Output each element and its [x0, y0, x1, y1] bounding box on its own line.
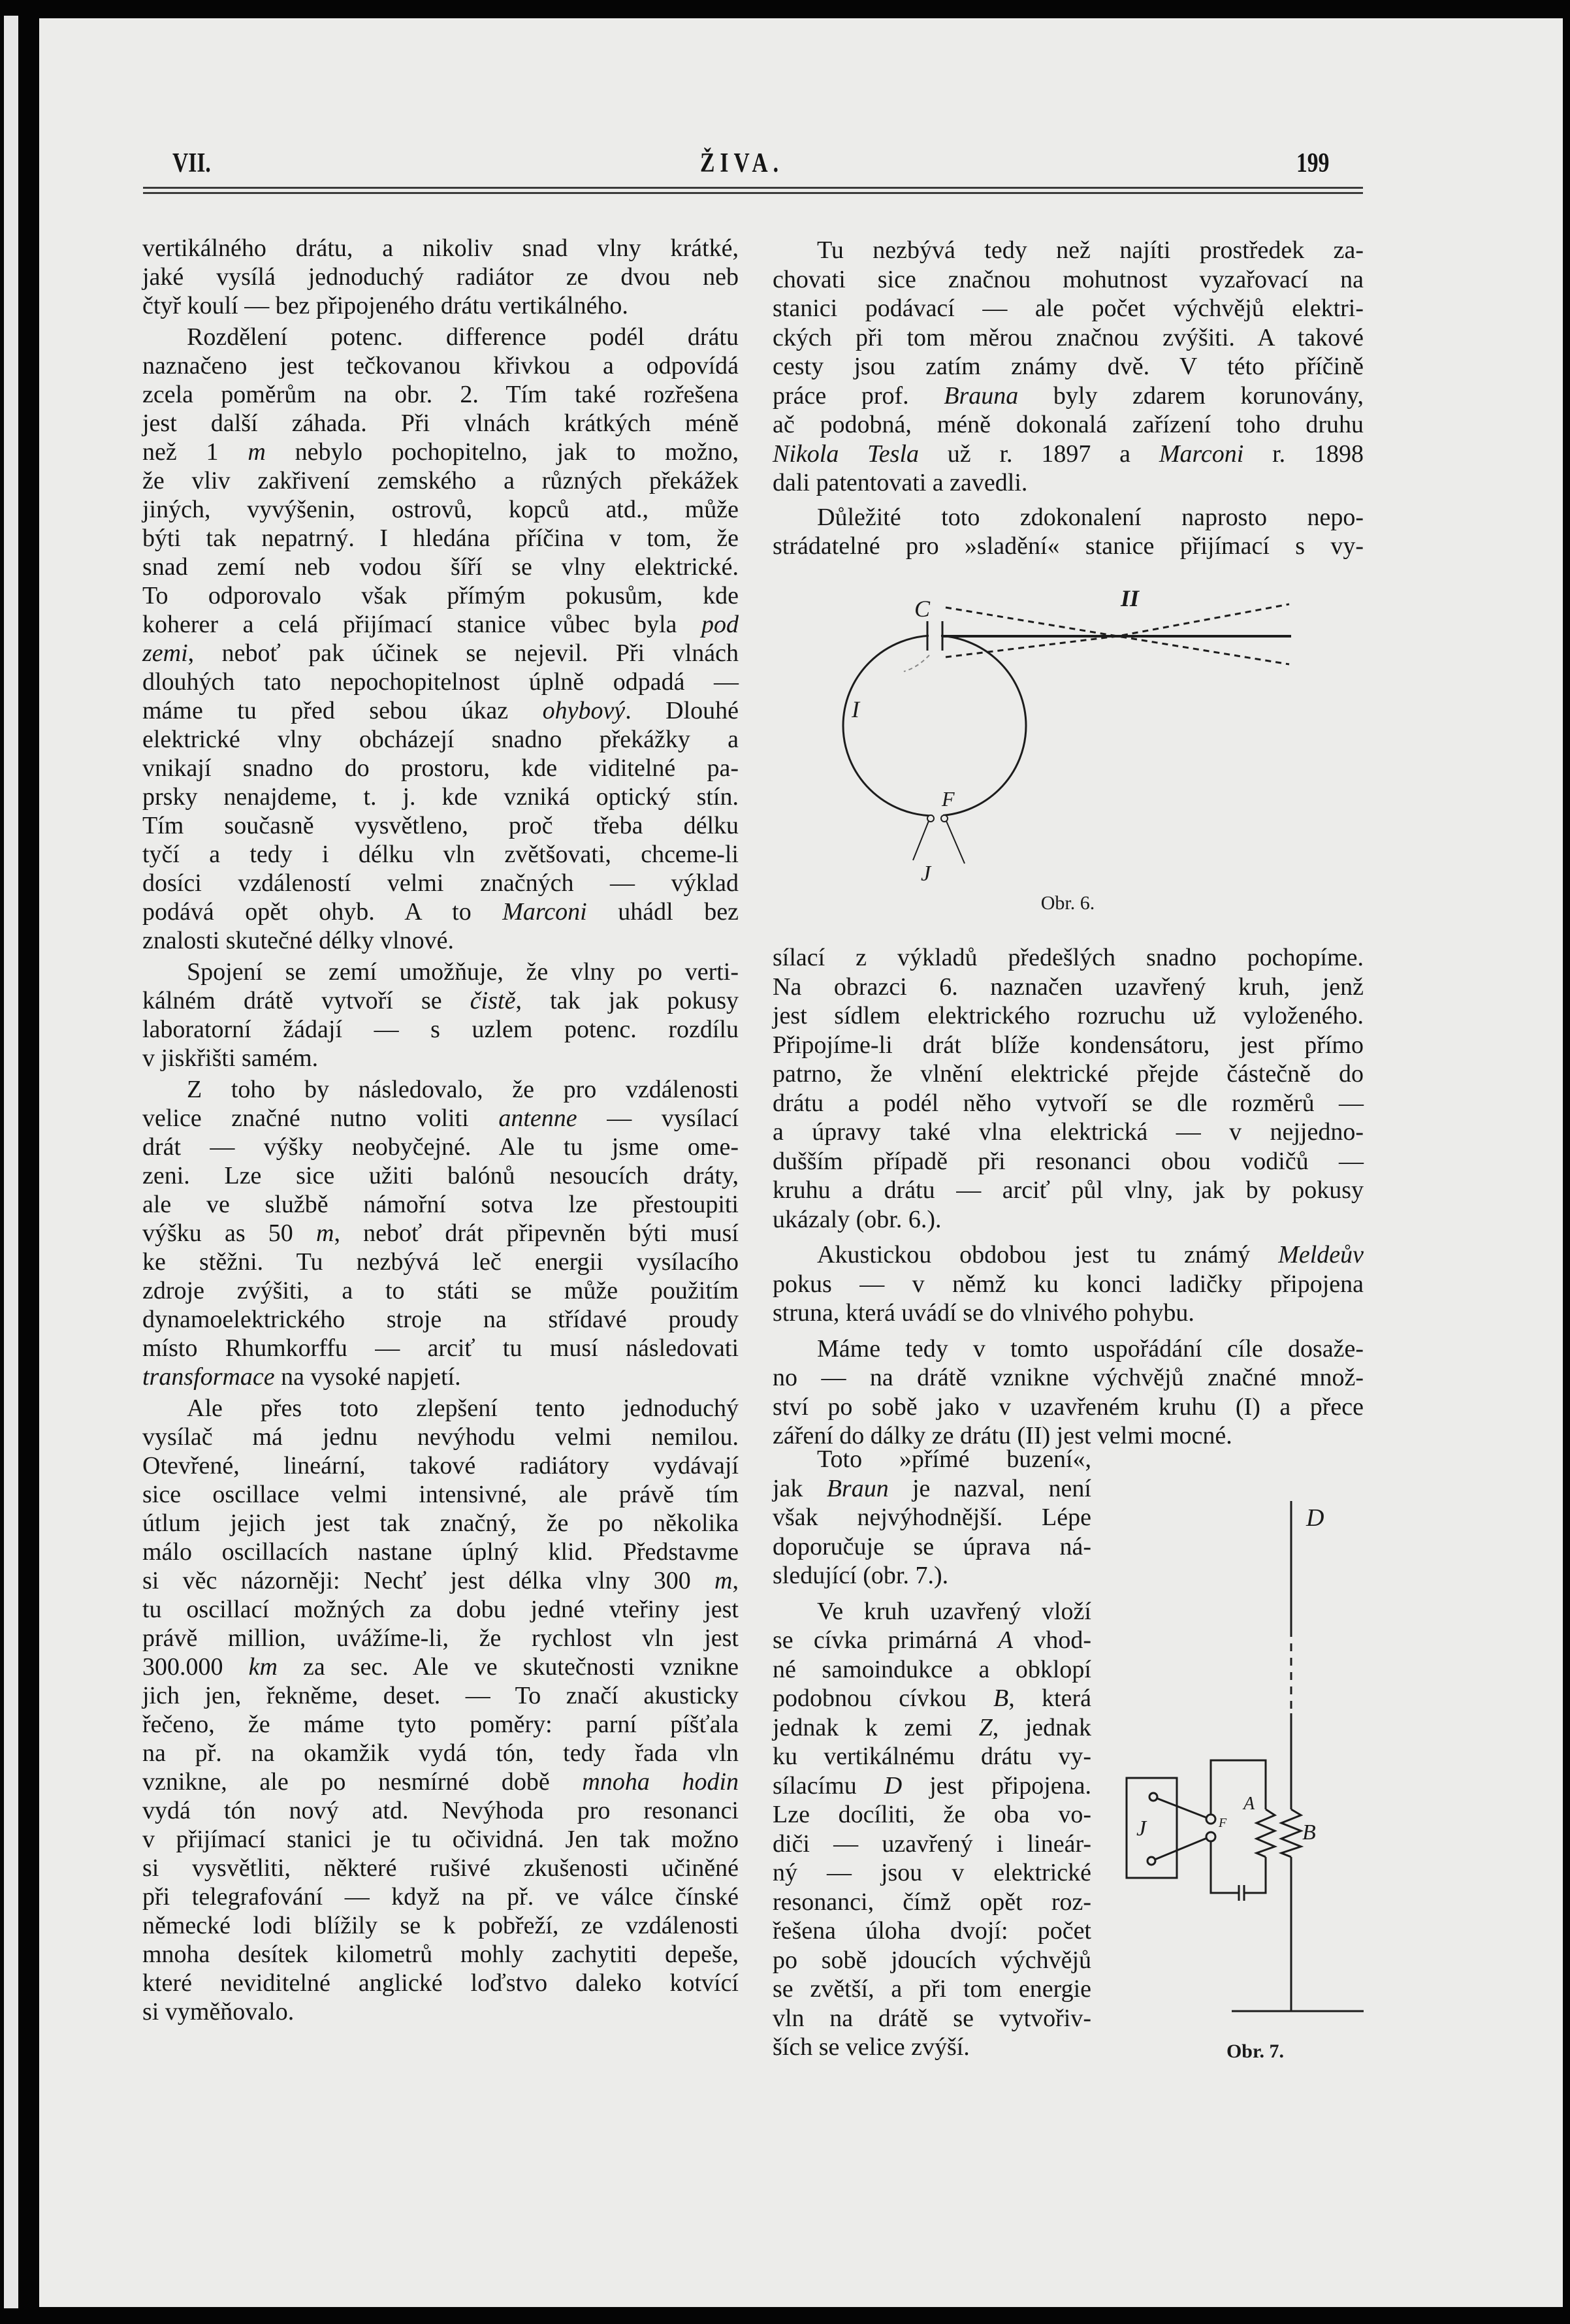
italic-run: zemi — [142, 639, 188, 667]
italic-run: Marconi — [502, 898, 587, 926]
text-run: jednak k zemi — [773, 1713, 979, 1741]
text-run: doporučuje se úprava ná- — [773, 1532, 1091, 1560]
text-run: Spojení se zemí umožňuje, že vlny po verti- — [187, 958, 739, 986]
italic-run: km — [248, 1653, 278, 1681]
fig7-label-a: A — [1243, 1794, 1255, 1814]
text-run: Připojíme-li drát blíže kondensátoru, jest přímo — [773, 1031, 1364, 1059]
text-run: kálném drátě vytvoří se — [142, 987, 470, 1014]
italic-run: Nikola Tesla — [773, 440, 919, 468]
page-number: 199 — [1296, 148, 1330, 178]
text-run: vydá tón nový atd. Nevýhoda pro resonanci — [142, 1797, 739, 1824]
text-run: ckých při tom měrou značnou zvýšiti. A takové — [773, 323, 1364, 351]
text-run: podává opět ohyb. A to — [142, 898, 503, 926]
figure-6-caption: Obr. 6. — [1040, 892, 1095, 914]
text-run: které neviditelné anglické loďstvo daleko kotvící — [142, 1969, 739, 1997]
fig6-label-c: C — [914, 596, 931, 622]
figure-7-diagram — [1127, 1501, 1364, 2011]
text-run: sílacímu — [773, 1771, 884, 1799]
text-run: jak — [773, 1474, 827, 1502]
text-run: 300.000 — [142, 1653, 249, 1681]
text-run: výšku as 50 — [142, 1219, 316, 1247]
text-run: Tu nezbývá tedy než najíti prostředek za- — [817, 236, 1364, 264]
text-run: však nejvýhodnější. Lépe — [773, 1504, 1091, 1531]
text-run: , — [732, 1567, 739, 1594]
text-run: a úpravy také vlna elektrická — v nejjedno- — [773, 1118, 1364, 1146]
italic-run: pod — [701, 611, 739, 638]
text-run: , tak jak pokusy — [515, 987, 739, 1014]
fig7-label-f: F — [1219, 1816, 1227, 1830]
text-run: Ale přes toto zlepšení tento jednoduchý — [187, 1395, 739, 1422]
italic-run: Brauna — [944, 381, 1019, 410]
text-run: ač podobná, méně dokonalá zařízení toho druhu — [773, 411, 1364, 438]
text-run: Z toho by následovalo, že pro vzdálenosti — [187, 1076, 739, 1103]
text-run: Tím současně vysvětleno, proč třeba délku — [142, 812, 739, 839]
text-run: právě million, uvážíme-li, že rychlost vln jest — [142, 1624, 739, 1652]
text-run: stanici podávací — ale počet výchvějů elektri- — [773, 295, 1364, 322]
text-run: ukázaly (obr. 6.). — [773, 1205, 942, 1233]
italic-run: m — [315, 1219, 334, 1247]
text-run: resonanci, čímž opět roz- — [773, 1888, 1091, 1916]
text-run: podobnou cívkou — [773, 1685, 994, 1712]
text-run: máme tu před sebou úkaz — [142, 697, 543, 724]
italic-run: m — [714, 1567, 733, 1594]
text-run: je nazval, není — [888, 1474, 1091, 1502]
text-run: čtyř koulí — bez připojeného drátu vertikálného. — [142, 292, 628, 319]
text-run: jest další záhada. Při vlnách krátkých méně — [142, 410, 739, 437]
italic-run: A — [997, 1626, 1014, 1654]
closed-circuit-loop — [843, 636, 1026, 816]
text-run: sice oscillace velmi intensivné, ale právě tím — [142, 1481, 739, 1508]
text-run: ný — jsou v elektrické — [773, 1859, 1091, 1886]
text-run: znalosti skutečné délky vlnové. — [142, 927, 454, 954]
fig7-label-j: J — [1136, 1816, 1147, 1841]
text-run: cesty jsou zatím známy dvě. V této příčině — [773, 353, 1364, 380]
fig6-label-f: F — [942, 787, 955, 811]
primary-circuit — [1244, 1857, 1266, 1893]
lead-wire — [1157, 1798, 1207, 1818]
text-run: patrno, že vlnění elektrické přejde částečně do — [773, 1060, 1364, 1088]
journal-title: ŽIVA. — [700, 148, 784, 178]
text-run: Otevřené, lineární, takové radiátory vydávají — [142, 1452, 739, 1479]
text-run: dynamoelektrického stroje na střídavé proudy — [142, 1306, 739, 1333]
text-run: naznačeno jest tečkovanou křivkou a odpovídá — [142, 352, 739, 379]
text-run: byly zdarem korunovány, — [1018, 381, 1364, 410]
text-run: si vysvětliti, některé rušivé zkušenosti učiněné — [142, 1854, 739, 1882]
text-run: no — na drátě vznikne výchvějů značné množ- — [773, 1364, 1364, 1391]
text-run: dali patentovati a zavedli. — [773, 469, 1028, 496]
text-run: To odporovalo však přímým pokusům, kde — [142, 582, 739, 609]
text-run: ku vertikálnému drátu vy- — [773, 1743, 1091, 1770]
potential-curve-dotted — [946, 604, 1289, 657]
text-run: jest připojena. — [902, 1771, 1091, 1799]
condenser-gap — [929, 627, 941, 647]
inductor-terminal — [1147, 1857, 1155, 1865]
lead-wire — [1155, 1838, 1207, 1860]
italic-run: Meldeův — [1278, 1241, 1364, 1268]
fig7-label-d: D — [1306, 1504, 1324, 1532]
italic-run: Marconi — [1159, 440, 1244, 468]
text-run: za sec. Ale ve skutečnosti vznikne — [277, 1653, 739, 1681]
text-run: Ve kruh uzavřený vloží — [817, 1597, 1091, 1625]
text-run: sledující (obr. 7.). — [773, 1562, 949, 1589]
text-run: mnoha desítek kilometrů mohly zachytiti depeše, — [142, 1941, 739, 1968]
spark-ball — [941, 815, 948, 822]
text-run: málo oscillacích nastane úplný klid. Představme — [142, 1538, 739, 1566]
text-run: snad zemí neb vodou šíří se vlny elektrické. — [142, 553, 739, 581]
text-run: při telegrafování — když na př. ve válce čínské — [142, 1883, 739, 1911]
text-run: diči — uzavřený i lineár- — [773, 1830, 1091, 1858]
text-run: útlum jejich jest tak značný, že po několika — [142, 1509, 739, 1537]
text-run: Akustickou obdobou jest tu známý — [817, 1241, 1279, 1268]
text-run: ství po sobě jako v uzavřeném kruhu (I) a přece — [773, 1393, 1364, 1421]
spark-ball — [1206, 1832, 1215, 1841]
text-run: laboratorní žádají — s uzlem potenc. rozdílu — [142, 1016, 739, 1043]
text-run: pokus — v němž ku konci ladičky připojena — [773, 1270, 1364, 1298]
text-run: jiných, vyvýšenin, ostrovů, kopců atd., může — [142, 496, 739, 523]
text-run: dosíci vzdáleností velmi značných — výklad — [142, 869, 739, 897]
secondary-coil-zigzag — [1281, 1809, 1301, 1857]
spark-ball — [1206, 1815, 1215, 1824]
text-run: chovati sice značnou mohutnost vyzařovací na — [773, 265, 1364, 293]
text-run: se cívka primárná — [773, 1626, 998, 1654]
text-run: sílací z výkladů předešlých snadno pochopíme. — [773, 944, 1364, 971]
primary-coil-zigzag — [1257, 1809, 1275, 1857]
text-run: v přijímací stanici je tu očividná. Jen tak možno — [142, 1826, 739, 1853]
text-run: , neboť drát připevněn býti musí — [334, 1219, 739, 1247]
text-run: se zvětší, a při tom energie — [773, 1975, 1091, 2003]
italic-run: ohybový — [542, 697, 626, 724]
text-run: zeni. Lze sice užiti balónů nesoucích dráty, — [142, 1162, 739, 1189]
text-run: vln na drátě se vytvořiv- — [773, 2004, 1091, 2032]
text-run: vertikálného drátu, a nikoliv snad vlny krátké, — [142, 234, 739, 262]
text-run: koherer a celá přijímací stanice vůbec byla — [142, 611, 701, 638]
text-run: jich jen, řekněme, deset. — To značí akusticky — [142, 1682, 739, 1709]
text-run: tu oscillací možných za dobu jedné vteřiny jest — [142, 1596, 739, 1623]
text-run: než 1 — [142, 438, 248, 466]
fig6-label-i: I — [852, 696, 859, 722]
text-run: ale ve službě námořní sotva lze přestoupiti — [142, 1191, 739, 1218]
inductor-lead — [946, 821, 965, 863]
italic-run: D — [884, 1771, 903, 1799]
text-run: Důležité toto zdokonalení naprosto nepo- — [817, 503, 1364, 531]
text-run: tyčí a tedy i délku vln zvětšovati, chceme-li — [142, 841, 739, 868]
text-run: dušším případě při resonanci obou vodičů — — [773, 1147, 1364, 1175]
text-run: vysílač má jednu nevýhodu velmi nemilou. — [142, 1423, 739, 1451]
italic-run: Braun — [826, 1474, 889, 1502]
text-run: Na obrazci 6. naznačen uzavřený kruh, jenž — [773, 973, 1364, 1001]
text-run: elektrické vlny obcházejí snadno překážky a — [142, 726, 739, 753]
text-run: vznikne, ale po nesmírné době — [142, 1768, 583, 1796]
text-run: dlouhých tato nepochopitelnost úplně odpadá — — [142, 668, 739, 696]
italic-run: čistě — [470, 987, 516, 1014]
text-run: řešena úloha dvojí: počet — [773, 1917, 1091, 1945]
text-run: jest sídlem elektrického rozruchu už vyloženého. — [773, 1002, 1364, 1029]
text-run: né samoindukce a obklopí — [773, 1655, 1091, 1683]
figure-6-diagram — [843, 604, 1291, 863]
text-run: na př. na okamžik vydá tón, tedy řada vln — [142, 1739, 739, 1767]
text-run: , neboť pak účinek se nejevil. Při vlnách — [187, 639, 739, 667]
text-run: zdroje zvýšiti, a to státi se může použitím — [142, 1277, 739, 1304]
text-run: vnikají snadno do prostoru, kde viditelné pa- — [142, 754, 739, 782]
text-run: strádatelné pro »sladění« stanice přijímací s vy- — [773, 532, 1364, 560]
text-run: uhádl bez — [586, 898, 739, 926]
text-run: Rozdělení potenc. difference podél drátu — [187, 323, 739, 351]
text-run: zcela poměrům na obr. 2. Tím také rozřešena — [142, 381, 739, 408]
text-run: struna, která uvádí se do vlnivého pohybu. — [773, 1299, 1194, 1327]
text-run: že vliv zakřivení zemského a různých překážek — [142, 467, 739, 494]
text-run: na vysoké napjetí. — [274, 1363, 461, 1391]
inductor-lead — [913, 821, 929, 860]
text-run: si věc názorněji: Nechť jest délka vlny 300 — [142, 1567, 715, 1594]
text-run: ke stěžni. Tu nezbývá leč energii vysílacího — [142, 1248, 739, 1276]
text-run: si vyměňovalo. — [142, 1998, 295, 2025]
italic-run: m — [248, 438, 266, 466]
text-run: německé lodi blížily se k pobřeží, ze vzdálenosti — [142, 1912, 739, 1939]
italic-run: B — [993, 1685, 1009, 1712]
text-run: po sobě jdoucích výchvějů — [773, 1946, 1091, 1974]
text-run: v jiskřišti samém. — [142, 1044, 319, 1072]
primary-circuit — [1211, 1760, 1266, 1815]
text-run: řečeno, že máme tyto poměry: parní píšťala — [142, 1711, 739, 1738]
text-run: kruhu a drátu — arciť půl vlny, jak by pokusy — [773, 1176, 1364, 1204]
text-run: Máme tedy v tomto uspořádání cíle dosaže- — [817, 1334, 1364, 1363]
volume-number: VII. — [172, 148, 211, 178]
italic-run: mnoha hodin — [582, 1768, 739, 1796]
figure-7-caption: Obr. 7. — [1226, 2041, 1285, 2062]
text-run: práce prof. — [773, 381, 944, 410]
text-run: ších se velice zvýší. — [773, 2033, 970, 2061]
text-run: drát — výšky neobyčejné. Ale tu jsme ome- — [142, 1133, 739, 1161]
text-run: už r. 1897 a — [919, 440, 1159, 468]
text-run: — vysílací — [577, 1105, 739, 1132]
fig6-label-j: J — [921, 862, 931, 886]
text-run: r. 1898 — [1243, 440, 1364, 468]
text-run: místo Rhumkorffu — arciť tu musí následovati — [142, 1334, 739, 1362]
dotted-arc — [904, 655, 929, 671]
primary-circuit — [1211, 1841, 1239, 1893]
italic-run: transformace — [142, 1363, 275, 1391]
text-run: , která — [1008, 1685, 1091, 1712]
italic-run: antenne — [498, 1105, 577, 1132]
text-run: velice značné nutno voliti — [142, 1105, 499, 1132]
text-run: jaké vysílá jednoduchý radiátor ze dvou neb — [142, 263, 739, 291]
italic-run: Z — [978, 1713, 993, 1741]
text-run: nebylo pochopitelno, jak to možno, — [265, 438, 739, 466]
inductor-terminal — [1149, 1793, 1157, 1801]
text-run: prsky nenajdeme, t. j. kde vzniká optický stín. — [142, 783, 739, 811]
spark-ball — [927, 815, 934, 822]
fig6-label-ii: II — [1121, 585, 1140, 611]
fig7-label-b: B — [1302, 1820, 1316, 1845]
text-run: Toto »přímé buzení«, — [817, 1445, 1091, 1473]
text-run: záření do dálky ze drátu (II) jest velmi mocné. — [773, 1422, 1232, 1449]
text-run: Lze docíliti, že oba vo- — [773, 1801, 1091, 1828]
text-run: , jednak — [992, 1713, 1092, 1741]
text-run: drátu a podél něho vytvoří se dle rozměrů — — [773, 1089, 1364, 1117]
text-run: . Dlouhé — [625, 697, 739, 724]
text-run: vhod- — [1013, 1626, 1092, 1654]
text-run: býti tak nepatrný. I hledána příčina v tom, že — [142, 525, 739, 552]
